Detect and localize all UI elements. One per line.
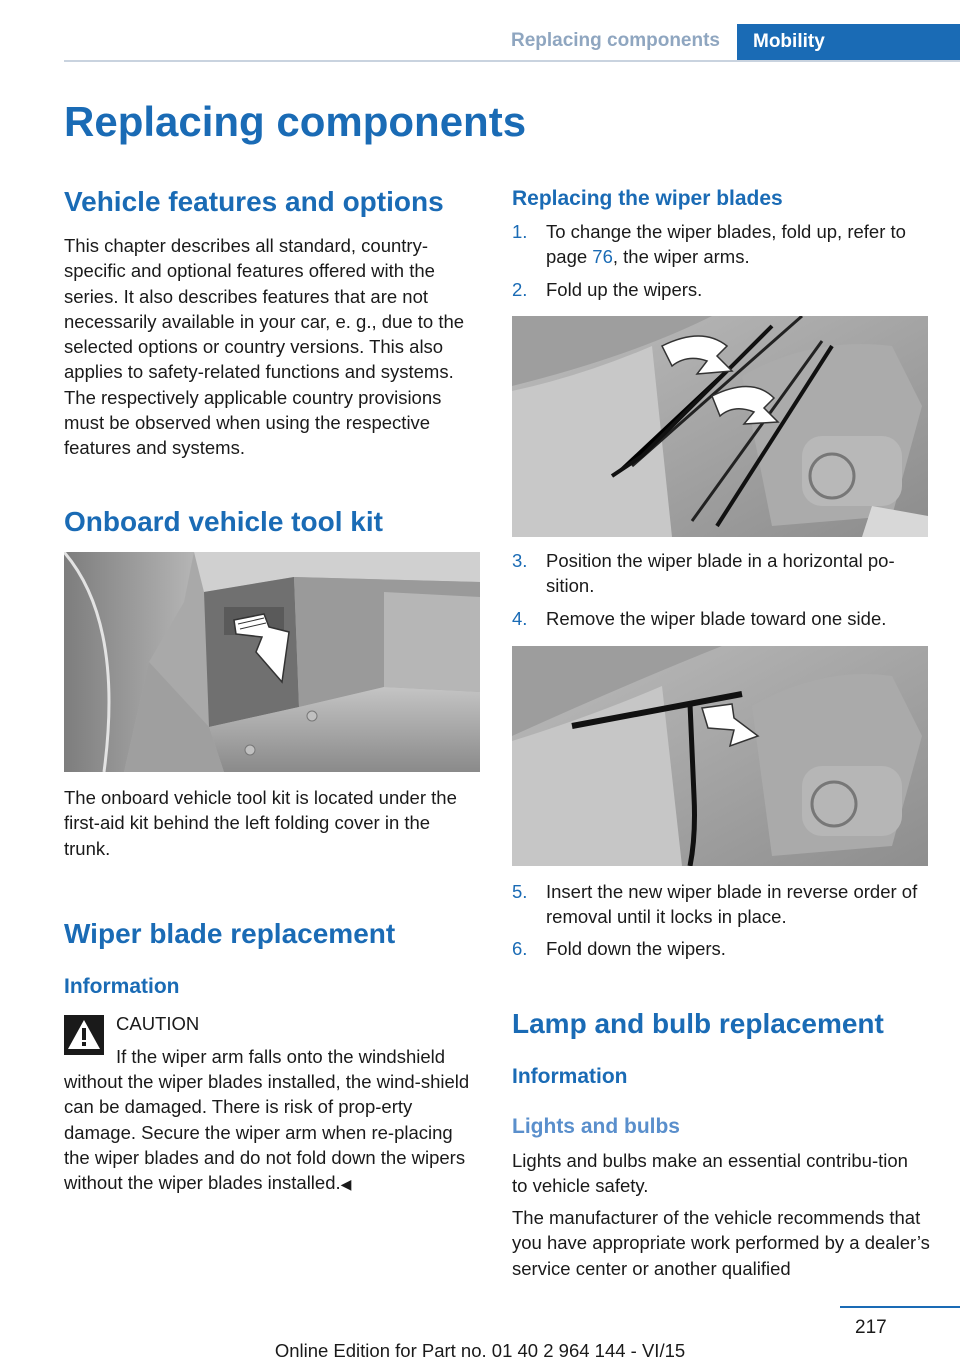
step-text: Fold down the wipers. bbox=[546, 938, 726, 959]
lamp-paragraph-1: Lights and bulbs make an essential contribu-tion to vehicle safety. bbox=[512, 1150, 908, 1197]
page-number: 217 bbox=[855, 1317, 887, 1338]
header-chapter-tab: Mobility bbox=[737, 24, 960, 61]
step-text: Remove the wiper blade toward one side. bbox=[546, 608, 887, 629]
heading-vehicle-features: Vehicle features and options bbox=[64, 186, 444, 217]
heading-information-lamp: Information bbox=[512, 1065, 628, 1088]
warning-triangle-icon bbox=[64, 1015, 104, 1055]
header-divider bbox=[64, 60, 960, 62]
trunk-tool-kit-illustration bbox=[64, 552, 480, 772]
step-number: 3. bbox=[512, 550, 528, 571]
step-text: To change the wiper blades, fold up, refer to page 76, the wiper arms. bbox=[546, 221, 906, 268]
step-text: Fold up the wipers. bbox=[546, 279, 703, 300]
wiper-remove-illustration bbox=[512, 646, 928, 866]
step-number: 1. bbox=[512, 221, 528, 242]
caution-label: CAUTION bbox=[116, 1013, 200, 1034]
heading-tool-kit: Onboard vehicle tool kit bbox=[64, 506, 383, 537]
step-number: 5. bbox=[512, 881, 528, 902]
tool-kit-paragraph: The onboard vehicle tool kit is located under the first-aid kit behind the left folding cover in the trunk. bbox=[64, 787, 457, 859]
step-text: Insert the new wiper blade in reverse order of removal until it locks in place. bbox=[546, 881, 918, 928]
step-number: 4. bbox=[512, 608, 528, 629]
page-title: Replacing components bbox=[64, 98, 527, 145]
step-number: 2. bbox=[512, 279, 528, 300]
heading-information-wiper: Information bbox=[64, 975, 180, 998]
page-link[interactable]: 76 bbox=[592, 246, 613, 268]
heading-lamp-bulb-replacement: Lamp and bulb replacement bbox=[512, 1008, 884, 1039]
heading-wiper-blade-replacement: Wiper blade replacement bbox=[64, 918, 396, 949]
caution-paragraph bbox=[64, 1069, 480, 1197]
wiper-fold-up-illustration bbox=[512, 316, 928, 537]
features-paragraph: This chapter describes all standard, country-specific and optional features offered with the series. It also describes features that are not necessarily available in your car, e. g., due to the selected options or country versions. This also applies to safety-related functions and systems. The respectively applicable country provisions must be observed when using the respective features and systems. bbox=[64, 235, 465, 459]
caution-text: without the wiper blades installed, the wind-shield can be damaged. There is risk of prop-erty damage. Secure the wiper arm when re-placing the wiper blades and do not fold down the wipers without the wiper blades installed. bbox=[64, 1071, 470, 1194]
step-number: 6. bbox=[512, 938, 528, 959]
heading-replacing-wiper-blades: Replacing the wiper blades bbox=[512, 187, 783, 210]
caution-first-line: If the wiper arm falls onto the windshield bbox=[116, 1046, 446, 1067]
heading-lights-and-bulbs: Lights and bulbs bbox=[512, 1115, 680, 1138]
step-text: Position the wiper blade in a horizontal po-sition. bbox=[546, 550, 895, 597]
header-section-title: Replacing components bbox=[510, 30, 720, 51]
end-mark-icon: ◀ bbox=[340, 1176, 352, 1193]
online-edition-text: Online Edition for Part no. 01 40 2 964 144 - VI/15 bbox=[274, 1340, 686, 1361]
lamp-paragraph-2: The manufacturer of the vehicle recommends that you have appropriate work performed by a dealer’s service center or another qualified bbox=[512, 1207, 930, 1279]
footer-divider bbox=[840, 1306, 960, 1308]
